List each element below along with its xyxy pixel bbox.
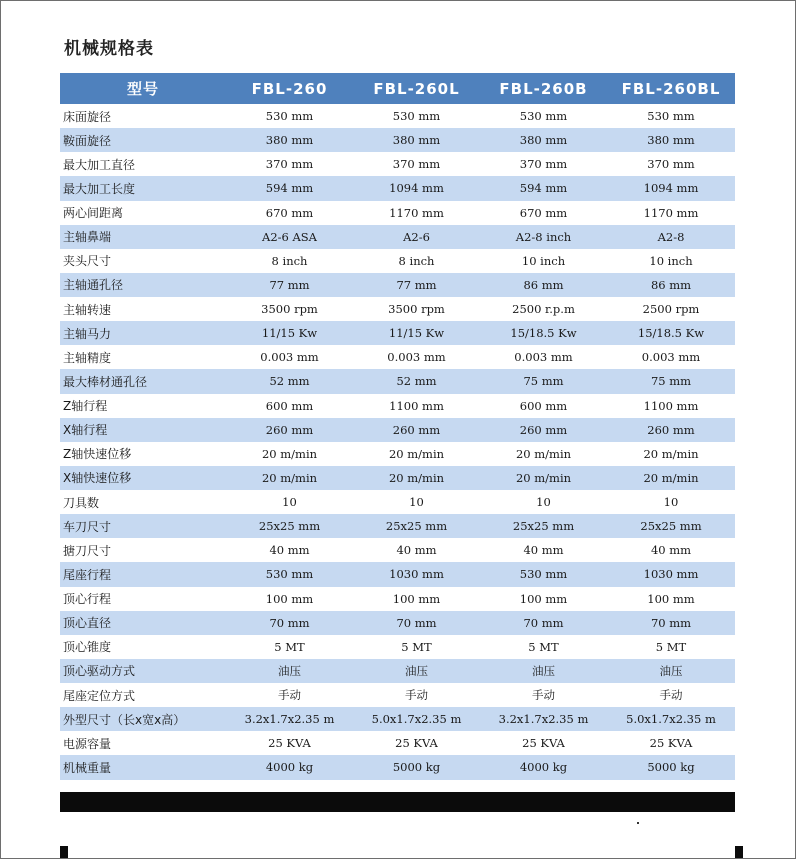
row-value: 1030 mm [389, 567, 444, 582]
row-value: 40 mm [650, 543, 692, 558]
table-row [60, 394, 735, 418]
row-value: 530 mm [519, 109, 568, 124]
row-value: 600 mm [519, 398, 568, 413]
row-value: 5 MT [655, 639, 687, 654]
row-value: 0.003 mm [641, 350, 701, 365]
row-label: 主轴通孔径 [63, 278, 124, 293]
row-value: 25x25 mm [258, 519, 321, 534]
table-row [60, 611, 735, 635]
table-row [60, 562, 735, 586]
row-value: 0.003 mm [514, 350, 573, 365]
table-row [60, 707, 735, 731]
row-value: A2-6 [403, 229, 430, 244]
footer-band [60, 792, 735, 812]
row-value: 75 mm [650, 374, 692, 389]
page-title: 机械规格表 [64, 39, 154, 59]
footer-bar-left [60, 846, 68, 858]
row-label: 刀具数 [63, 495, 100, 510]
table-row [60, 587, 735, 611]
row-value: 5000 kg [392, 760, 441, 775]
row-label: 最大加工长度 [63, 181, 136, 196]
row-value: A2-8 inch [515, 229, 572, 244]
row-label: 最大加工直径 [63, 157, 136, 172]
row-value: 260 mm [647, 422, 695, 437]
row-label: 车刀尺寸 [63, 519, 112, 534]
row-value: 1100 mm [389, 398, 444, 413]
row-value: 70 mm [650, 615, 692, 630]
row-value: 油压 [405, 663, 428, 678]
table-row [60, 201, 735, 225]
row-value: 52 mm [396, 374, 437, 389]
row-value: 5000 kg [647, 760, 695, 775]
table-row [60, 176, 735, 200]
row-value: 10 inch [649, 253, 693, 268]
table-row [60, 755, 735, 779]
table-row [60, 321, 735, 345]
row-value: 1100 mm [643, 398, 699, 413]
table-row [60, 538, 735, 562]
row-label: Z轴快速位移 [63, 447, 132, 462]
row-value: 25x25 mm [512, 519, 575, 534]
row-label: 主轴精度 [63, 350, 112, 365]
row-value: 10 inch [521, 253, 566, 268]
row-value: 594 mm [519, 181, 568, 196]
row-value: 20 m/min [643, 470, 699, 485]
table-row [60, 659, 735, 683]
row-value: 100 mm [265, 591, 314, 606]
row-label: 顶心直径 [63, 616, 112, 631]
row-value: 260 mm [519, 422, 568, 437]
row-value: 11/15 Kw [261, 326, 318, 341]
table-row [60, 514, 735, 538]
table-row [60, 490, 735, 514]
row-value: 4000 kg [519, 760, 568, 775]
row-value: 5.0x1.7x2.35 m [371, 712, 462, 727]
row-label: 主轴转速 [63, 302, 112, 317]
row-value: 5 MT [401, 639, 432, 654]
row-value: 3500 rpm [261, 302, 318, 317]
row-value: 594 mm [265, 181, 314, 196]
header-fbl-260: FBL-260 [251, 79, 328, 98]
row-value: 10 [536, 495, 551, 510]
row-value: 70 mm [269, 615, 310, 630]
row-value: 380 mm [647, 133, 695, 148]
row-value: 手动 [278, 688, 301, 703]
row-label: 主轴鼻端 [63, 230, 112, 245]
table-row [60, 128, 735, 152]
row-value: 油压 [532, 663, 555, 678]
row-label: 顶心锥度 [63, 640, 112, 655]
table-body [60, 104, 735, 780]
table-row [60, 225, 735, 249]
row-value: 40 mm [269, 543, 310, 558]
row-value: 530 mm [265, 567, 314, 582]
row-value: 1170 mm [643, 205, 699, 220]
row-value: 11/15 Kw [388, 326, 445, 341]
table-header-row [60, 73, 735, 104]
row-value: 70 mm [523, 615, 564, 630]
row-value: 530 mm [647, 109, 695, 124]
row-value: 25x25 mm [385, 519, 448, 534]
row-value: 370 mm [265, 157, 314, 172]
row-value: 86 mm [650, 277, 692, 292]
row-value: 2500 rpm [642, 302, 700, 317]
table-row [60, 731, 735, 755]
row-label: 鞍面旋径 [63, 133, 112, 148]
row-label: X轴行程 [63, 423, 108, 438]
row-value: 25x25 mm [640, 519, 702, 534]
row-value: 370 mm [392, 157, 441, 172]
row-value: 380 mm [392, 133, 441, 148]
row-value: 530 mm [392, 109, 441, 124]
row-value: 20 m/min [643, 446, 699, 461]
table-row [60, 466, 735, 490]
row-label: 搪刀尺寸 [63, 543, 112, 558]
row-value: 3.2x1.7x2.35 m [244, 712, 335, 727]
row-label: 尾座定位方式 [63, 688, 136, 703]
row-value: 52 mm [269, 374, 310, 389]
table-row [60, 418, 735, 442]
row-value: 手动 [659, 688, 683, 703]
row-value: 1030 mm [643, 567, 699, 582]
table-row [60, 369, 735, 393]
row-label: 主轴马力 [63, 326, 112, 341]
table-row [60, 104, 735, 128]
table-row [60, 442, 735, 466]
footer-bar-right [735, 846, 743, 858]
row-value: 5 MT [528, 639, 559, 654]
row-value: 20 m/min [515, 470, 572, 485]
row-value: 260 mm [392, 422, 441, 437]
row-value: 20 m/min [388, 446, 445, 461]
row-label: 尾座行程 [63, 567, 112, 582]
row-value: 75 mm [523, 374, 564, 389]
row-value: 手动 [405, 688, 428, 703]
row-value: 370 mm [519, 157, 568, 172]
row-value: 70 mm [396, 615, 437, 630]
row-value: 260 mm [265, 422, 314, 437]
row-label: 夹头尺寸 [63, 254, 112, 269]
row-label: 最大棒材通孔径 [63, 374, 148, 389]
row-value: 油压 [278, 663, 301, 678]
row-value: 25 KVA [649, 736, 693, 751]
row-value: 2500 r.p.m [512, 302, 575, 317]
row-value: 20 m/min [515, 446, 572, 461]
table-row [60, 249, 735, 273]
table-row [60, 297, 735, 321]
row-value: 670 mm [265, 205, 314, 220]
table-row [60, 683, 735, 707]
row-value: 100 mm [519, 591, 568, 606]
row-value: 5 MT [274, 639, 305, 654]
row-value: 10 [282, 495, 297, 510]
row-value: 670 mm [519, 205, 568, 220]
row-value: 8 inch [398, 253, 435, 268]
row-value: 600 mm [265, 398, 314, 413]
row-value: 8 inch [271, 253, 308, 268]
row-value: 15/18.5 Kw [510, 326, 577, 341]
row-value: 10 [409, 495, 424, 510]
row-value: 4000 kg [265, 760, 314, 775]
row-label: 外型尺寸（长x宽x高） [63, 712, 186, 727]
header-fbl-260b: FBL-260B [499, 79, 588, 98]
row-value: 380 mm [265, 133, 314, 148]
row-label: 床面旋径 [63, 109, 112, 124]
row-label: X轴快速位移 [63, 471, 132, 486]
stray-dot [637, 822, 639, 824]
row-value: 100 mm [392, 591, 441, 606]
table-row [60, 345, 735, 369]
row-value: 0.003 mm [260, 350, 319, 365]
row-value: 油压 [659, 663, 683, 678]
row-value: 25 KVA [522, 736, 565, 751]
row-value: 20 m/min [261, 446, 318, 461]
table-row [60, 152, 735, 176]
table-row [60, 635, 735, 659]
row-label: Z轴行程 [63, 399, 108, 414]
row-value: 10 [663, 495, 679, 510]
row-value: 1094 mm [643, 181, 699, 196]
row-value: 40 mm [396, 543, 437, 558]
row-value: 手动 [532, 688, 555, 703]
row-value: 5.0x1.7x2.35 m [626, 712, 716, 727]
row-value: 15/18.5 Kw [637, 326, 705, 341]
row-value: 0.003 mm [387, 350, 446, 365]
row-value: A2-8 [657, 229, 685, 244]
row-label: 电源容量 [63, 736, 112, 751]
row-value: 20 m/min [388, 470, 445, 485]
row-value: 77 mm [269, 277, 310, 292]
row-value: 86 mm [523, 277, 564, 292]
spec-table [60, 73, 735, 780]
row-value: 3.2x1.7x2.35 m [498, 712, 589, 727]
row-value: 40 mm [523, 543, 564, 558]
row-value: 25 KVA [268, 736, 311, 751]
row-value: 3500 rpm [388, 302, 445, 317]
header-fbl-260bl: FBL-260BL [621, 79, 721, 98]
row-value: 1170 mm [389, 205, 444, 220]
row-value: 1094 mm [389, 181, 444, 196]
header-model-label: 型号 [126, 80, 159, 98]
table-row [60, 273, 735, 297]
row-label: 两心间距离 [63, 206, 124, 221]
row-label: 顶心驱动方式 [63, 664, 136, 679]
row-value: 100 mm [647, 591, 695, 606]
row-value: A2-6 ASA [262, 229, 317, 244]
row-value: 530 mm [265, 109, 314, 124]
row-label: 顶心行程 [63, 592, 112, 607]
row-value: 20 m/min [261, 470, 318, 485]
row-value: 77 mm [396, 277, 437, 292]
row-value: 530 mm [519, 567, 568, 582]
row-value: 380 mm [519, 133, 568, 148]
header-fbl-260l: FBL-260L [373, 79, 460, 98]
row-value: 25 KVA [395, 736, 438, 751]
row-value: 370 mm [647, 157, 695, 172]
row-label: 机械重量 [63, 760, 112, 775]
